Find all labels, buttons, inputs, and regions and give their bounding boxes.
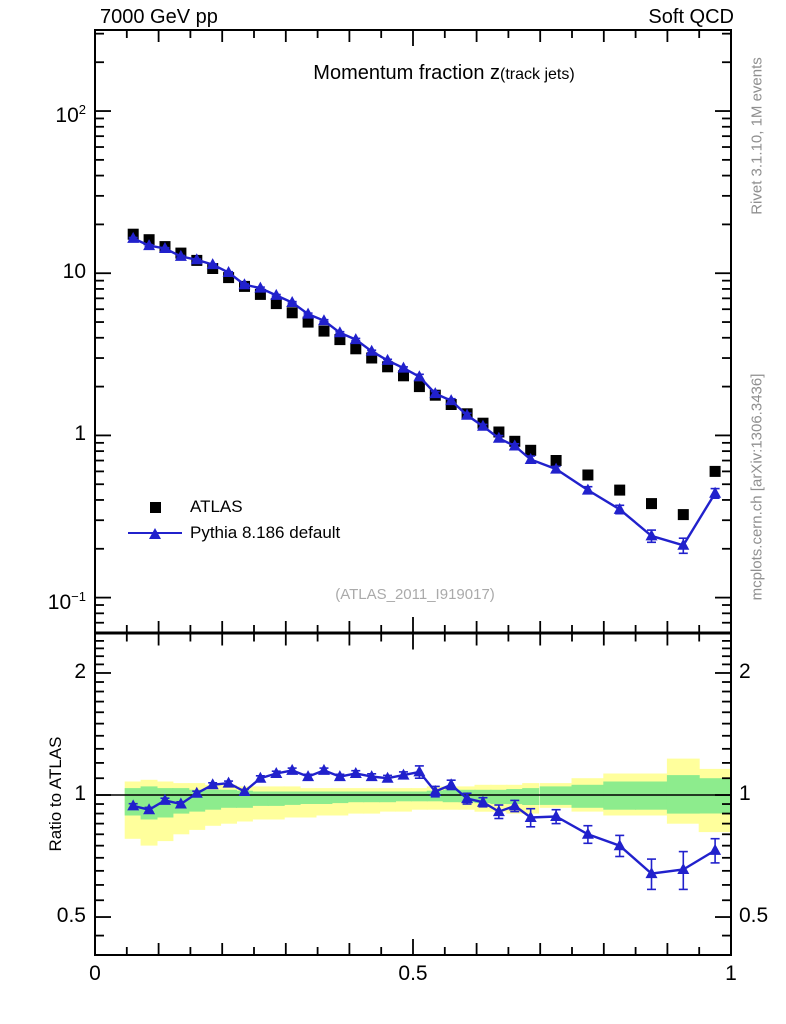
legend-item-atlas: [128, 494, 340, 520]
plot-title-sub: (track jets): [500, 66, 575, 83]
ratio-y-tick-label-left: 2: [74, 659, 86, 683]
atlas-main-series: [128, 229, 721, 520]
plot-title: [313, 62, 574, 85]
beam-label: 7000 GeV pp: [100, 6, 218, 28]
ratio-y-tick-label-left: 0.5: [56, 904, 86, 928]
main-y-tick-label: 1: [74, 422, 86, 446]
ratio-y-tick-label-right: 1: [739, 782, 751, 805]
legend: [128, 494, 340, 546]
main-y-tick-label: 10: [62, 260, 86, 284]
x-tick-label: 0: [89, 962, 101, 985]
legend-item-pythia: [128, 520, 340, 546]
x-tick-label: 0.5: [398, 962, 428, 985]
analysis-id-watermark: (ATLAS_2011_I919017): [335, 586, 495, 603]
ratio-y-tick-label-right: 2: [739, 659, 751, 683]
process-group-label: Soft QCD: [648, 6, 734, 28]
plot-title-main: Momentum fraction z: [313, 62, 501, 84]
main-y-tick-label: $10^{-1}$: [47, 588, 86, 614]
mcplots-arxiv-note: mcplots.cern.ch [arXiv:1306.3436]: [748, 373, 766, 601]
rivet-version-note: Rivet 3.1.10, 1M events: [748, 57, 766, 215]
legend-label-atlas: ATLAS: [190, 497, 243, 516]
x-tick-label: 1: [725, 962, 737, 985]
main-y-tick-label: $10^2$: [55, 102, 86, 128]
atlas-square-icon: [128, 502, 182, 513]
ratio-y-tick-label-right: 0.5: [739, 904, 769, 928]
ratio-axis-title: Ratio to ATLAS: [46, 736, 65, 852]
pythia-triangle-line-icon: [128, 527, 182, 540]
ratio-y-tick-label-left: 1: [74, 782, 86, 805]
legend-label-pythia: Pythia 8.186 default: [190, 523, 341, 542]
